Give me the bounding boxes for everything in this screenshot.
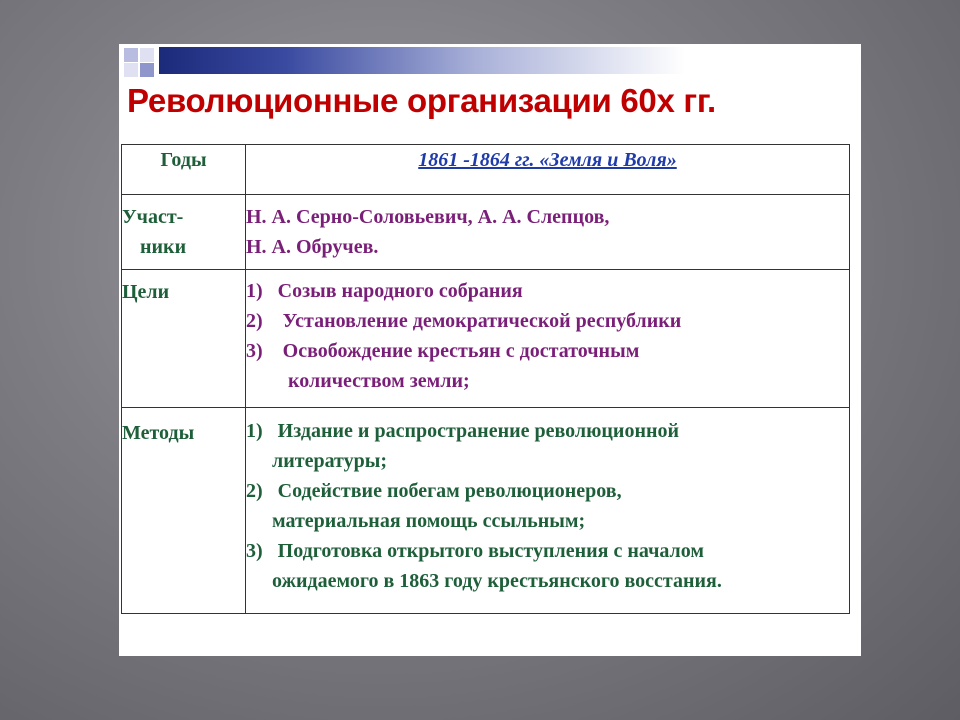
goals-line: количеством земли; bbox=[288, 370, 470, 392]
methods-line: 3) Подготовка открытого выступления с началом bbox=[246, 540, 704, 562]
participants-line: Н. А. Обручев. bbox=[246, 236, 379, 258]
decor-square bbox=[124, 48, 138, 62]
participants-label-line: ники bbox=[140, 236, 187, 258]
goals-label: Цели bbox=[122, 270, 246, 408]
methods-label: Методы bbox=[122, 408, 246, 614]
header-label: Годы bbox=[122, 145, 246, 195]
participants-content bbox=[246, 195, 850, 270]
decor-square bbox=[124, 63, 138, 77]
header-content: 1861 -1864 гг. «Земля и Воля» bbox=[246, 145, 850, 195]
organizations-table bbox=[121, 144, 850, 614]
decor-square bbox=[140, 63, 154, 77]
methods-line: материальная помощь ссыльным; bbox=[272, 510, 586, 532]
table-row-methods bbox=[122, 408, 850, 614]
goals-line: 3) Освобождение крестьян с достаточным bbox=[246, 340, 640, 362]
methods-line: литературы; bbox=[272, 450, 388, 472]
decor-square bbox=[140, 48, 154, 62]
participants-label-line: Участ- bbox=[122, 206, 184, 228]
decorative-header-band bbox=[119, 44, 861, 80]
goals-content bbox=[246, 270, 850, 408]
slide bbox=[119, 44, 861, 656]
goals-line: 1) Созыв народного собрания bbox=[246, 280, 523, 302]
slide-title: Революционные организации 60х гг. bbox=[127, 82, 716, 119]
participants-line: Н. А. Серно-Соловьевич, А. А. Слепцов, bbox=[246, 206, 610, 228]
methods-line: 2) Содействие побегам революционеров, bbox=[246, 480, 622, 502]
table-row-goals bbox=[122, 270, 850, 408]
methods-line: ожидаемого в 1863 году крестьянского восстания. bbox=[272, 570, 722, 592]
participants-label bbox=[122, 195, 246, 270]
gradient-band bbox=[159, 47, 861, 74]
table-row-participants bbox=[122, 195, 850, 270]
table-row-header bbox=[122, 145, 850, 195]
goals-line: 2) Установление демократической республики bbox=[246, 310, 682, 332]
methods-content bbox=[246, 408, 850, 614]
methods-line: 1) Издание и распространение революционной bbox=[246, 420, 680, 442]
